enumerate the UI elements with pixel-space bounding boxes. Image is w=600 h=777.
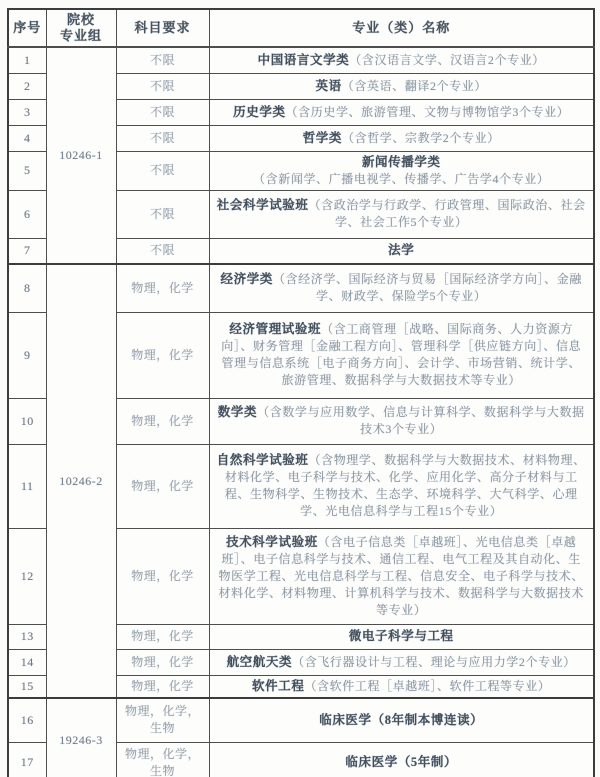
college-group-code-cell: 10246-1 (46, 47, 116, 264)
college-group-code-cell: 10246-2 (46, 264, 116, 698)
major-detail-text: （含数学与应用数学、信息与计算科学、数据科学与大数据技术3个专业） (257, 405, 585, 436)
row-number-cell: 5 (8, 151, 46, 190)
major-detail-text: （含英语、翻译2个专业） (341, 78, 487, 93)
major-name-bold: 经济学类 (220, 272, 273, 287)
major-name-cell (209, 528, 594, 624)
major-name-cell (209, 151, 594, 190)
subject-requirements-cell: 物理，化学 (116, 444, 209, 528)
major-detail-text: （含历史学、旅游管理、文物与博物馆学3个专业） (285, 104, 570, 119)
major-detail-text: （含物理学、数据科学与大数据技术、材料物理、材料化学、电子科学与技术、化学、应用化学、高分子材料与工程、生物科学、生物技术、生态学、环境科学、大气科学、心理学、光电信息科学与工程15个专业） (224, 453, 586, 518)
major-name-bold: 自然科学试验班 (216, 453, 309, 467)
major-name-bold: 中国语言文学类 (257, 52, 350, 67)
row-number-cell: 1 (8, 47, 46, 73)
row-number-cell: 15 (8, 675, 46, 698)
row-number-cell: 9 (8, 312, 46, 398)
subject-requirements-cell: 不限 (116, 190, 209, 238)
table-header (8, 9, 594, 47)
major-detail-text: （含哲学、宗教学2个专业） (342, 130, 500, 145)
row-number-cell: 6 (8, 190, 46, 238)
major-detail-text: （含电子信息类［卓越班］、光电信息类［卓越班］、电子信息科学与技术、通信工程、电气工程及其自动化、生物医学工程、光电信息科学与工程、信息安全、电子科学与技术、材料化学、材料物理、计算机科学与技术、数据科学与大数据技术等专业） (218, 534, 584, 617)
subject-requirements-cell: 物理，化学 (116, 624, 209, 649)
header-college-group-line2: 专业组 (59, 28, 102, 43)
major-name-bold: 法学 (388, 243, 415, 258)
subject-requirements-cell: 物理，化学 (116, 398, 209, 444)
subject-requirements-cell: 物理，化学 (116, 264, 209, 312)
major-detail-text: （含飞行器设计与工程、理论与应用力学2个专业） (292, 654, 576, 669)
major-name-bold: 哲学类 (302, 130, 342, 145)
header-row (8, 9, 594, 47)
row-number-cell: 4 (8, 125, 46, 151)
major-name-bold: 临床医学（8年制本博连读） (319, 712, 484, 727)
subject-requirements-cell: 物理，化学 (116, 675, 209, 698)
major-detail-text: （含政治学与行政学、行政管理、国际政治、社会学、社会工作5个专业） (308, 198, 586, 229)
row-number-cell: 14 (8, 649, 46, 675)
major-name-cell (209, 675, 594, 698)
header-index: 序号 (8, 9, 46, 47)
major-name-cell (209, 624, 594, 649)
college-group-code-cell: 19246-3 (46, 698, 116, 777)
row-number-cell: 12 (8, 528, 46, 624)
major-name-bold: 航空航天类 (226, 654, 293, 669)
subject-requirements-cell: 物理，化学 (116, 312, 209, 398)
major-name-bold: 历史学类 (233, 104, 286, 119)
header-college-group-line1: 院校 (66, 12, 95, 27)
row-number-cell: 2 (8, 73, 46, 99)
major-name-cell (209, 398, 594, 444)
major-name-bold: 经济管理试验班 (229, 322, 322, 336)
row-number-cell: 11 (8, 444, 46, 528)
major-name-cell (209, 47, 594, 73)
major-name-cell (209, 649, 594, 675)
row-number-cell: 7 (8, 238, 46, 264)
row-number-cell: 17 (8, 742, 46, 777)
major-name-bold: 临床医学（5年制） (345, 755, 458, 769)
major-name-bold: 新闻传播学类 (361, 154, 441, 169)
major-name-bold: 微电子科学与工程 (348, 629, 454, 643)
major-name-bold: 数学类 (217, 405, 258, 419)
subject-requirements-cell: 不限 (116, 99, 209, 125)
subject-requirements-cell: 不限 (116, 73, 209, 99)
major-name-cell (209, 73, 594, 99)
subject-requirements-cell: 物理，化学 (116, 649, 209, 675)
major-name-cell (209, 698, 594, 742)
table-row (8, 264, 594, 312)
major-name-cell (209, 190, 594, 238)
major-detail-text: （含工商管理［战略、国际商务、人力资源方向］、财务管理［金融工程方向］、管理科学［供应链方向］、信息管理与信息系统［电子商务方向］、会计学、市场营销、统计学、旅游管理、数据科学与大数据技术等专业） (221, 322, 582, 387)
major-detail-text: （含新闻学、广播电视学、传播学、广告学4个专业） (253, 171, 550, 186)
subject-requirements-cell: 不限 (116, 47, 209, 73)
row-number-cell: 8 (8, 264, 46, 312)
subject-requirements-cell: 不限 (116, 125, 209, 151)
table-row (8, 47, 594, 73)
major-name-cell (209, 312, 594, 398)
major-detail-text: （含经济学、国际经济与贸易［国际经济学方向］、金融学、财政学、保险学5个专业） (272, 272, 582, 304)
subject-requirements-cell: 物理，化学 (116, 528, 209, 624)
row-number-cell: 10 (8, 398, 46, 444)
major-name-cell (209, 125, 594, 151)
subject-requirements-cell: 不限 (116, 151, 209, 190)
header-college-group (46, 9, 116, 47)
row-number-cell: 16 (8, 698, 46, 742)
major-name-cell (209, 264, 594, 312)
row-number-cell: 13 (8, 624, 46, 649)
header-subject-requirements: 科目要求 (116, 9, 209, 47)
major-name-cell (209, 742, 594, 777)
major-name-bold: 软件工程 (252, 678, 305, 693)
table-row (8, 698, 594, 742)
subject-requirements-cell: 物理，化学，生物 (116, 742, 209, 777)
major-name-bold: 技术科学试验班 (226, 534, 318, 549)
header-major-name: 专业（类）名称 (209, 9, 594, 47)
major-name-bold: 英语 (315, 78, 342, 93)
subject-requirements-cell: 不限 (116, 238, 209, 264)
major-name-cell (209, 444, 594, 528)
admissions-table-body (8, 47, 594, 777)
row-number-cell: 3 (8, 99, 46, 125)
major-detail-text: （含汉语言文学、汉语言2个专业） (349, 52, 545, 67)
major-name-cell (209, 99, 594, 125)
admissions-table (7, 8, 595, 777)
subject-requirements-cell: 物理，化学，生物 (116, 698, 209, 742)
major-detail-text: （含软件工程［卓越班］、软件工程等专业） (304, 678, 551, 693)
major-name-bold: 社会科学试验班 (216, 198, 309, 212)
major-name-cell (209, 238, 594, 264)
